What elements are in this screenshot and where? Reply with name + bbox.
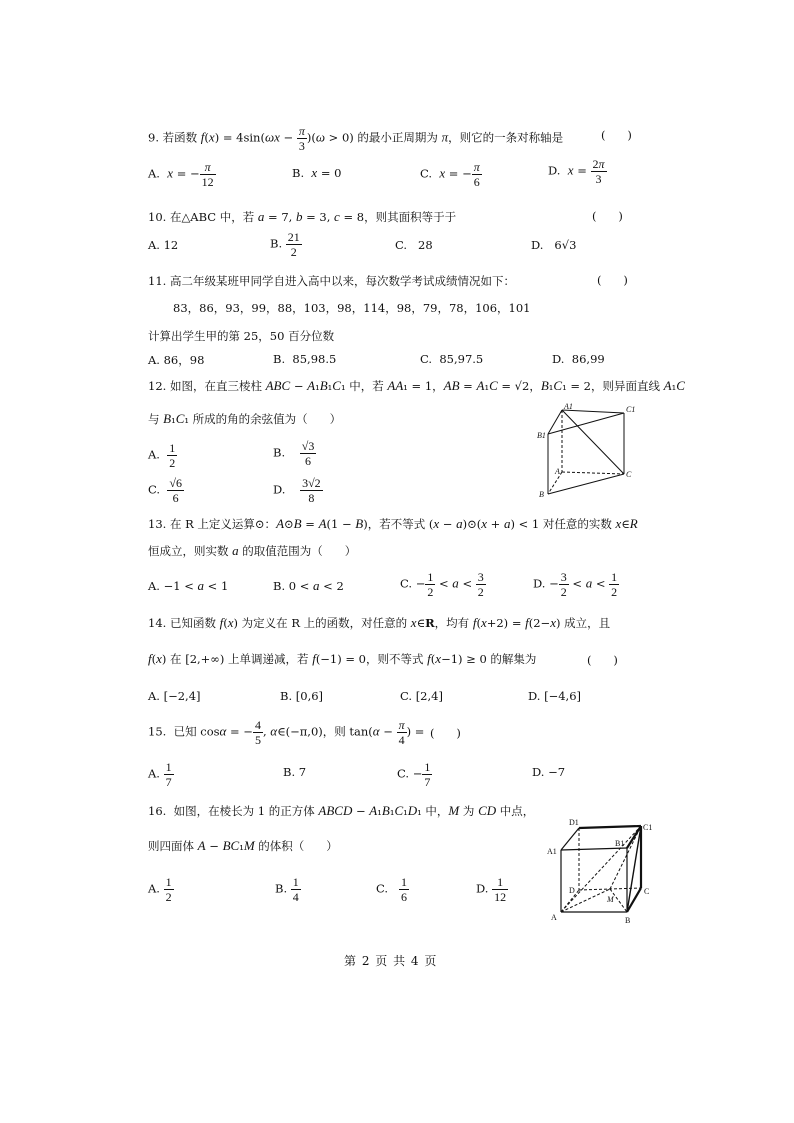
edge-d1a1 [561, 828, 579, 850]
q14-sub: f(x) 在 [2,+∞) 上单调递减，若 f(−1) = 0，则不等式 f(x−1) ≥ 0 的解集为 [148, 651, 537, 666]
q10-option-a: A. 12 [148, 238, 179, 252]
q16-option-b: B. $\frac{1}{4}$ [275, 875, 299, 904]
label-c: C [626, 470, 632, 479]
q16-option-a: A. $\frac{1}{2}$ [148, 875, 172, 904]
cube-figure [545, 816, 657, 926]
label-a: A [551, 913, 557, 922]
q13-option-a: A. −1 < a < 1 [148, 578, 229, 593]
q11-option-d: D. 86,99 [552, 352, 605, 366]
q16-option-c: C. $\frac{1}{6}$ [376, 875, 408, 904]
q14-option-d: D. [−4,6] [528, 689, 582, 703]
q15-option-a: A. $\frac{1}{7}$ [148, 760, 172, 789]
label-c: C [644, 887, 650, 896]
q14-option-c: C. [2,4] [400, 689, 443, 703]
q9-option-a: A. x = − $\frac{\pi}{12}$ [148, 160, 214, 189]
q15-stem: 15. 已知 cosα = − $\frac{4}{5}$ , α∈(−π,0)，则 tan(α − $\frac{\pi}{4}$ ) = [148, 718, 425, 747]
q16-stem: 16. 如图，在棱长为 1 的正方体 ABCD − A₁B₁C₁D₁ 中，M 为 CD 中点， [148, 803, 535, 818]
label-b: B [539, 490, 544, 498]
label-b: B [625, 916, 631, 925]
label-c1: C1 [643, 823, 653, 832]
edge-a1c [562, 410, 624, 474]
q14-answer-paren: ( ) [587, 653, 618, 667]
q12-option-d: D. $\frac{3√2}{8}$ [273, 476, 321, 505]
q12-stem: 12. 如图，在直三棱柱 ABC − A₁B₁C₁ 中，若 AA₁ = 1，AB = A₁C = √2，B₁C₁ = 2，则异面直线 A₁C [148, 378, 685, 393]
prism-figure [536, 402, 640, 498]
q13-option-d: D. − $\frac{3}{2}$ < a < $\frac{1}{2}$ [533, 570, 618, 599]
q10-option-d: D. 6√3 [531, 238, 577, 252]
label-a: A [555, 467, 560, 476]
q9-option-c: C. x = − $\frac{\pi}{6}$ [420, 160, 480, 189]
q14-stem: 14. 已知函数 f(x) 为定义在 R 上的函数，对任意的 x∈R，均有 f(x+2) = f(2−x) 成立，且 [148, 615, 611, 630]
q9-option-d: D. x = $\frac{2\pi}{3}$ [548, 157, 605, 186]
page-footer: 第 2 页 共 4 页 [344, 954, 438, 968]
q11-option-c: C. 85,97.5 [420, 352, 484, 366]
q16-option-d: D. $\frac{1}{12}$ [476, 875, 507, 904]
label-d: D [569, 886, 575, 895]
q12-option-c: C. $\frac{√6}{6}$ [148, 476, 182, 505]
q11-data-line: 83，86，93，99，88，103，98，114，98，79，78，106，101 [173, 301, 531, 315]
q11-option-a: A. 86，98 [148, 353, 205, 367]
q16-sub: 则四面体 A − BC₁M 的体积（ ） [148, 838, 338, 853]
label-a1: A1 [547, 847, 557, 856]
q9-answer-paren: ( ) [601, 128, 632, 142]
q15-option-c: C. − $\frac{1}{7}$ [397, 760, 431, 789]
edge-a1b1 [561, 848, 627, 850]
q15-option-d: D. −7 [532, 765, 566, 779]
edge-d1c1 [579, 826, 641, 828]
q11-stem: 11. 高二年级某班甲同学自进入高中以来，每次数学考试成绩情况如下： [148, 274, 515, 288]
label-d1: D1 [569, 818, 579, 827]
edge-b1c1 [548, 413, 624, 434]
q11-option-b: B. 85,98.5 [273, 352, 337, 366]
q15-answer-paren: ( ) [430, 726, 461, 740]
q11-sub: 计算出学生甲的第 25，50 百分位数 [148, 329, 335, 343]
label-b1: B1 [615, 839, 625, 848]
label-m: M [607, 895, 614, 904]
q9-option-b: B. x = 0 [292, 165, 342, 180]
label-a1: A1 [564, 402, 573, 411]
q12-option-a: A. $\frac{1}{2}$ [148, 441, 176, 470]
edge-ac [562, 472, 624, 474]
q10-stem: 10. 在△ABC 中，若 a = 7, b = 3, c = 8，则其面积等于于 [148, 209, 457, 224]
q12-option-b: B. $\frac{√3}{6}$ [273, 439, 315, 468]
label-c1: C1 [626, 405, 636, 414]
q13-sub: 恒成立，则实数 a 的取值范围为（ ） [148, 543, 357, 558]
label-b1: B1 [537, 431, 546, 440]
q13-option-b: B. 0 < a < 2 [273, 578, 344, 593]
q10-option-b: B. $\frac{21}{2}$ [270, 230, 300, 259]
q13-stem: 13. 在 R 上定义运算⊙：A⊙B = A(1 − B)，若不等式 (x − a)⊙(x + a) < 1 对任意的实数 x∈R [148, 516, 638, 531]
q9-stem: 9. 若函数 f(x) = 4sin(ωx − $\frac{\pi}{3}$ )(ω > 0) 的最小正周期为 π，则它的一条对称轴是 [148, 124, 564, 153]
q12-sub: 与 B₁C₁ 所成的角的余弦值为（ ） [148, 411, 342, 426]
q10-option-c: C. 28 [395, 238, 433, 252]
q13-option-c: C. − $\frac{1}{2}$ < a < $\frac{3}{2}$ [400, 570, 484, 599]
q14-option-b: B. [0,6] [280, 689, 324, 703]
q15-option-b: B. 7 [283, 765, 307, 779]
q10-answer-paren: ( ) [592, 209, 623, 223]
q11-answer-paren: ( ) [597, 273, 628, 287]
q14-option-a: A. [−2,4] [148, 689, 201, 703]
